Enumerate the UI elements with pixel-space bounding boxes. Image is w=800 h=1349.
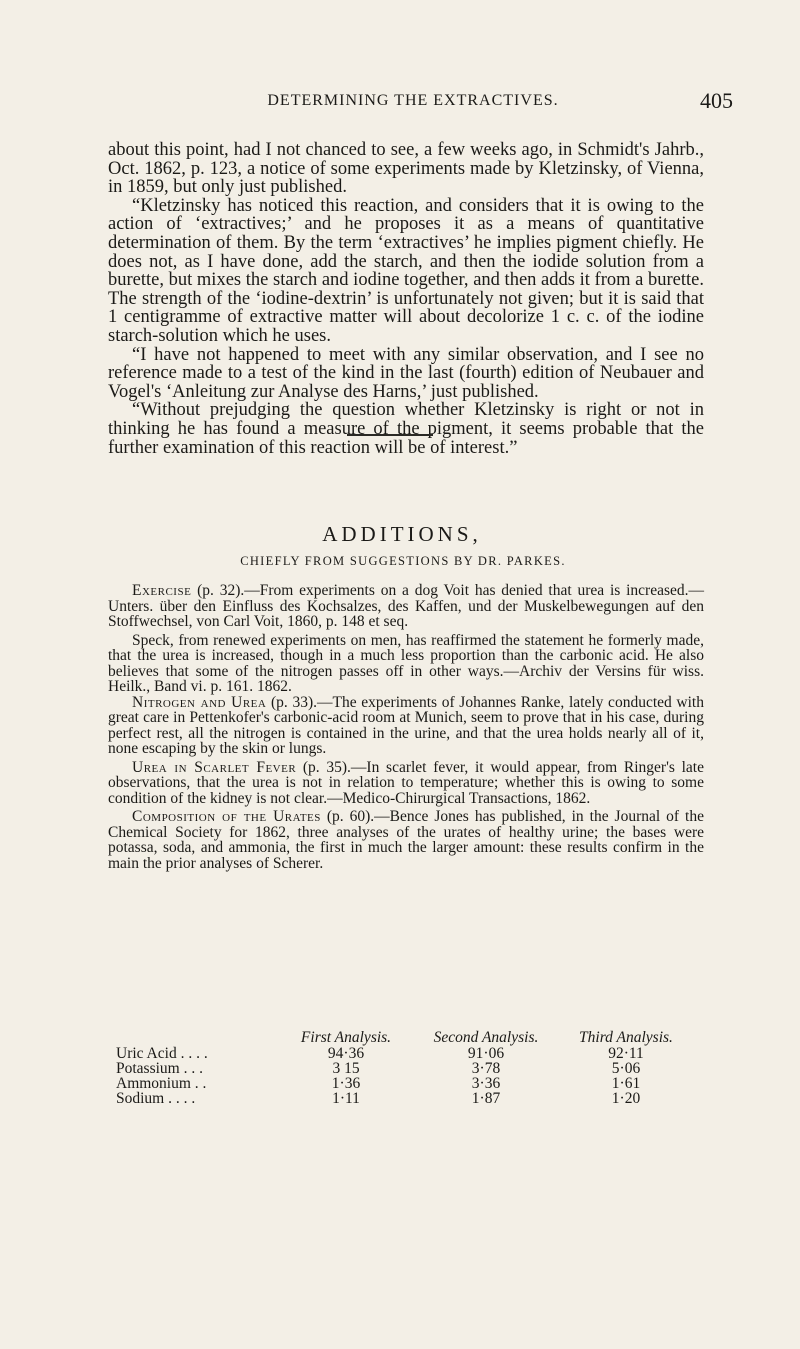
additions-heading: ADDITIONS, — [322, 522, 482, 546]
row-label: Potassium . . . — [116, 1060, 203, 1077]
table-header-third: Third Analysis. — [579, 1029, 673, 1046]
quote-paragraph-2: “Kletzinsky has noticed this reaction, and considers that it is owing to the action of ‘extractives;’ and he proposes it as a means of quantitative determination of them. By the term ‘extractives’ he implies pigment chiefly. He does not, as I have done, add the starch, and then the iodide solution from a burette, but mixes the starch and iodine together, and then adds it from a burette. The strength of the ‘iodine-dextrin’ is unfortunately not given; but it is said that 1 centigramme of extractive matter will about decolorize 1 c. c. of the iodine starch-solution which he uses. — [108, 195, 704, 346]
table-header-blank — [116, 1030, 276, 1046]
text-exercise: (p. 32).—From experiments on a dog Voit has denied that urea is increased.—Unters. über den Einfluss des Kochsalzes, des Kaffen, und der Muskelbewegungen auf den Stoffwechsel, von Carl Voit, 1860, p. 148 et seq. — [108, 582, 704, 630]
lead-exercise: Exercise — [132, 582, 192, 599]
table-cell: 1·11 — [332, 1090, 360, 1107]
paragraph-nitrogen — [108, 695, 704, 757]
lead-scarlet: Urea in Scarlet Fever — [132, 758, 297, 776]
table-cell: 1·20 — [611, 1090, 641, 1107]
table-row — [116, 1091, 696, 1106]
page-number: 405 — [700, 88, 733, 113]
text-composition: (p. 60).—Bence Jones has published, in the Journal of the Chemical Society for 1862, three analyses of the urates of healthy urine; the bases were potassa, soda, and ammonia, the first in much the larger amount: these results confirm in the main the prior analyses of Scherer. — [108, 808, 704, 872]
table-cell: 91·06 — [467, 1045, 505, 1062]
table-cell: 3·78 — [471, 1060, 501, 1077]
quote-paragraph-3: “I have not happened to meet with any similar observation, and I see no reference made to a test of the kind in the last (fourth) edition of Neubauer and Vogel's ‘Anleitung zur Analyse des Harns,’ just published. — [108, 344, 704, 402]
additions-subheading: CHIEFLY FROM SUGGESTIONS BY DR. PARKES. — [240, 554, 566, 568]
table-cell: 94·36 — [327, 1045, 365, 1062]
row-label: Uric Acid . . . . — [116, 1045, 208, 1062]
table-cell: 3 15 — [332, 1060, 360, 1077]
row-label: Sodium . . . . — [116, 1090, 196, 1107]
text-scarlet: (p. 35).—In scarlet fever, it would appear, from Ringer's late observations, that the urea is not in relation to temperature; whether this is owing to some condition of the kidney is not clear.—Medico-Chirurgical Transactions, 1862. — [108, 758, 704, 807]
table-cell: 5·06 — [611, 1060, 641, 1077]
table-header-row — [116, 1030, 696, 1046]
paragraph-exercise — [108, 583, 704, 630]
table-header-second: Second Analysis. — [433, 1029, 539, 1046]
paragraph-composition — [108, 809, 704, 871]
quoted-letter — [108, 141, 704, 457]
running-title: DETERMINING THE EXTRACTIVES. — [267, 92, 559, 109]
row-label: Ammonium . . — [116, 1075, 207, 1092]
table-cell: 1·61 — [611, 1075, 641, 1092]
paragraph-scarlet — [108, 760, 704, 807]
table-cell: 92·11 — [608, 1045, 644, 1062]
lead-composition: Composition of the Urates — [132, 808, 321, 825]
paragraph-speck: Speck, from renewed experiments on men, has reaffirmed the statement he formerly made, that the urea is increased, though in a much less proportion than the carbonic acid. He also believes that some of the nitrogen passes off in other ways.—Archiv der Versins für wiss. Heilk., Band vi. p. 161. 1862. — [108, 631, 704, 695]
table-cell: 3·36 — [471, 1075, 501, 1092]
quote-paragraph-1: about this point, had I not chanced to see, a few weeks ago, in Schmidt's Jahrb., Oct. 1862, p. 123, a notice of some experiments made by Kletzinsky, of Vienna, in 1859, but only just published. — [108, 140, 704, 198]
table-cell: 1·36 — [331, 1075, 361, 1092]
table-row — [116, 1076, 696, 1091]
urates-analysis-table — [116, 1030, 696, 1106]
additions-body — [108, 583, 704, 871]
quote-paragraph-4: “Without prejudging the question whether Kletzinsky is right or not in thinking he has found a measure of the pigment, it seems probable that the further examination of this reaction will be of interest.” — [108, 400, 704, 458]
lead-nitrogen: Nitrogen and Urea — [132, 693, 267, 711]
section-divider — [347, 434, 433, 436]
table-row — [116, 1046, 696, 1061]
table-header-first: First Analysis. — [300, 1029, 392, 1046]
text-nitrogen: (p. 33).—The experiments of Johannes Ranke, lately conducted with great care in Pettenkofer's carbonic-acid room at Munich, seem to prove that in his case, during perfect rest, all the nitrogen is contained in the urine, and that the urea holds nearly all of it, none escaping by the skin or lungs. — [108, 693, 704, 757]
table-cell: 1·87 — [471, 1090, 501, 1107]
table-row — [116, 1061, 696, 1076]
